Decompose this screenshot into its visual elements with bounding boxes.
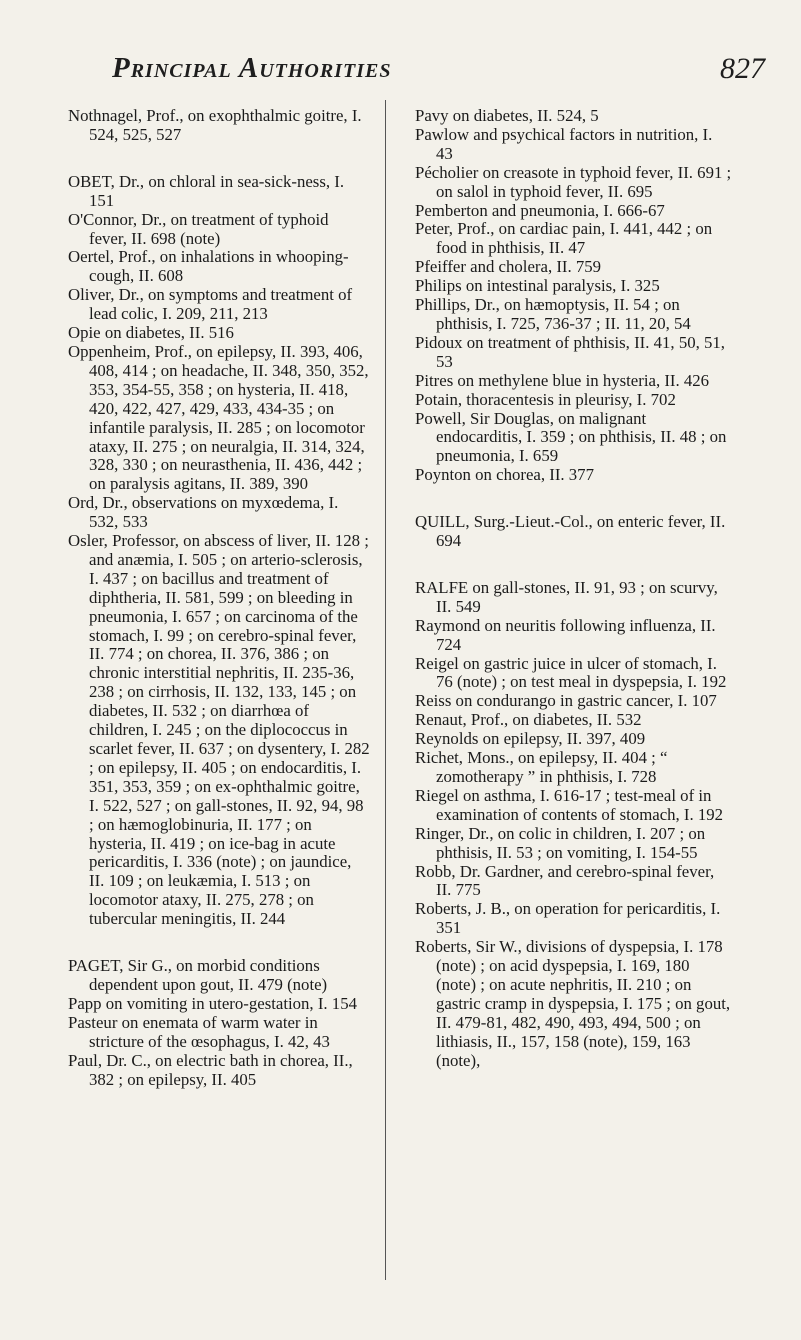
index-entry: Reiss on condurango in gastric cancer, I. 107 (415, 691, 717, 711)
index-entry: PAGET, Sir G., on morbid conditions dependent upon gout, II. 479 (note) (68, 956, 328, 994)
section-gap (415, 551, 733, 579)
index-entry: Riegel on asthma, I. 616-17 ; test-meal of in examination of contents of stomach, I. 192 (415, 785, 724, 824)
index-entry: Roberts, J. B., on operation for pericarditis, I. 351 (415, 899, 721, 938)
index-entry: Poynton on chorea, II. 377 (415, 465, 594, 485)
index-entry: Reigel on gastric juice in ulcer of stomach, I. 76 (note) ; on test meal in dyspepsia, I. 192 (415, 653, 727, 692)
index-entry: O'Connor, Dr., on treatment of typhoid fever, II. 698 (note) (68, 209, 329, 248)
index-entry: Opie on diabetes, II. 516 (68, 323, 234, 343)
index-entry: Oliver, Dr., on symptoms and treatment of lead colic, I. 209, 211, 213 (68, 285, 353, 324)
index-entry: Pasteur on enemata of warm water in stricture of the œsophagus, I. 42, 43 (68, 1012, 330, 1051)
index-entry: Pidoux on treatment of phthisis, II. 41, 50, 51, 53 (415, 332, 725, 371)
index-entry: Pitres on methylene blue in hysteria, II. 426 (415, 370, 710, 390)
index-entry: Nothnagel, Prof., on exophthalmic goitre, I. 524, 525, 527 (68, 106, 362, 144)
index-entry: Reynolds on epilepsy, II. 397, 409 (415, 729, 646, 749)
column-divider (385, 100, 386, 1280)
index-entry: QUILL, Surg.-Lieut.-Col., on enteric fever, II. 694 (415, 512, 726, 551)
section-gap (68, 145, 370, 173)
running-header (0, 44, 801, 104)
index-entry: Pécholier on creasote in typhoid fever, II. 691 ; on salol in typhoid fever, II. 695 (415, 162, 732, 201)
index-entry: Pemberton and pneumonia, I. 666-67 (415, 200, 665, 220)
index-entry: Paul, Dr. C., on electric bath in chorea, II., 382 ; on epilepsy, II. 405 (68, 1050, 353, 1089)
index-entry: Ord, Dr., observations on myxœdema, I. 532, 533 (68, 493, 339, 532)
index-entry: Renaut, Prof., on diabetes, II. 532 (415, 710, 642, 730)
index-entry: Papp on vomiting in utero-gestation, I. 154 (68, 993, 357, 1013)
index-column-right (415, 107, 733, 1071)
section-gap (68, 929, 370, 957)
index-entry: Robb, Dr. Gardner, and cerebro-spinal fever, II. 775 (415, 861, 715, 900)
index-entry: Oppenheim, Prof., on epilepsy, II. 393, 406, 408, 414 ; on headache, II. 348, 350, 352, 353, 354-55, 358 ; on hysteria, II. 418, 420, 422, 427, 429, 433, 434-35 ; on infantile paralysis, II. 285 ; on locomotor ataxy, II. 275 ; on neuralgia, II. 314, 324, 328, 330 ; on neurasthenia, II. 436, 442 ; on paralysis agitans, II. 389, 390 (68, 341, 369, 494)
index-entry: Oertel, Prof., on inhalations in whooping-cough, II. 608 (68, 247, 349, 286)
page-title: Principal Authorities (112, 52, 392, 84)
index-entry: Phillips, Dr., on hæmoptysis, II. 54 ; on phthisis, I. 725, 736-37 ; II. 11, 20, 54 (415, 295, 691, 333)
index-entry: RALFE on gall-stones, II. 91, 93 ; on scurvy, II. 549 (415, 577, 718, 616)
index-entry: Roberts, Sir W., divisions of dyspepsia, I. 178 (note) ; on acid dyspepsia, I. 169, 180 (note) ; on acute nephritis, II. 210 ; on gastric cramp in dyspepsia, I. 175 ; on gout, II. 479-81, 482, 490, 493, 494, 500 ; on lithiasis, II., 157, 158 (note), 159, 163 (note), (415, 937, 731, 1070)
index-entry: Raymond on neuritis following influenza, II. 724 (415, 615, 716, 654)
index-entry: Powell, Sir Douglas, on malignant endocarditis, I. 359 ; on phthisis, II. 48 ; on pneumonia, I. 659 (415, 408, 727, 466)
index-entry: Potain, thoracentesis in pleurisy, I. 702 (415, 389, 676, 409)
index-entry: Pfeiffer and cholera, II. 759 (415, 257, 602, 277)
index-entry: Peter, Prof., on cardiac pain, I. 441, 442 ; on food in phthisis, II. 47 (415, 219, 713, 258)
page-number: 827 (720, 52, 765, 85)
index-entry: OBET, Dr., on chloral in sea-sick-ness, I. 151 (68, 171, 345, 210)
index-column-left (68, 107, 370, 1089)
index-entry: Osler, Professor, on abscess of liver, II. 128 ; and anæmia, I. 505 ; on arterio-sclerosis, I. 437 ; on bacillus and treatment of diphtheria, II. 581, 599 ; on bleeding in pneumonia, I. 657 ; on carcinoma of the stomach, I. 99 ; on cerebro-spinal fever, II. 774 ; on chorea, II. 376, 386 ; on chronic interstitial nephritis, II. 235-36, 238 ; on cirrhosis, II. 132, 133, 145 ; on diabetes, II. 532 ; on diarrhœa of children, I. 245 ; on the diplococcus in scarlet fever, II. 637 ; on dysentery, I. 282 ; on epilepsy, II. 405 ; on endocarditis, I. 351, 353, 359 ; on ex-ophthalmic goitre, I. 522, 527 ; on gall-stones, II. 92, 94, 98 ; on hæmoglobinuria, II. 177 ; on hysteria, II. 419 ; on ice-bag in acute pericarditis, I. 336 (note) ; on jaundice, II. 109 ; on leukæmia, I. 513 ; on locomotor ataxy, II. 275, 278 ; on tubercular meningitis, II. 244 (68, 531, 370, 929)
index-entry: Ringer, Dr., on colic in children, I. 207 ; on phthisis, II. 53 ; on vomiting, I. 154-55 (415, 823, 706, 862)
index-entry: Pavy on diabetes, II. 524, 5 (415, 106, 599, 125)
index-entry: Richet, Mons., on epilepsy, II. 404 ; “ zomotherapy ” in phthisis, I. 728 (415, 748, 668, 786)
section-gap (415, 485, 733, 513)
index-entry: Philips on intestinal paralysis, I. 325 (415, 276, 660, 296)
index-entry: Pawlow and psychical factors in nutrition, I. 43 (415, 124, 713, 163)
